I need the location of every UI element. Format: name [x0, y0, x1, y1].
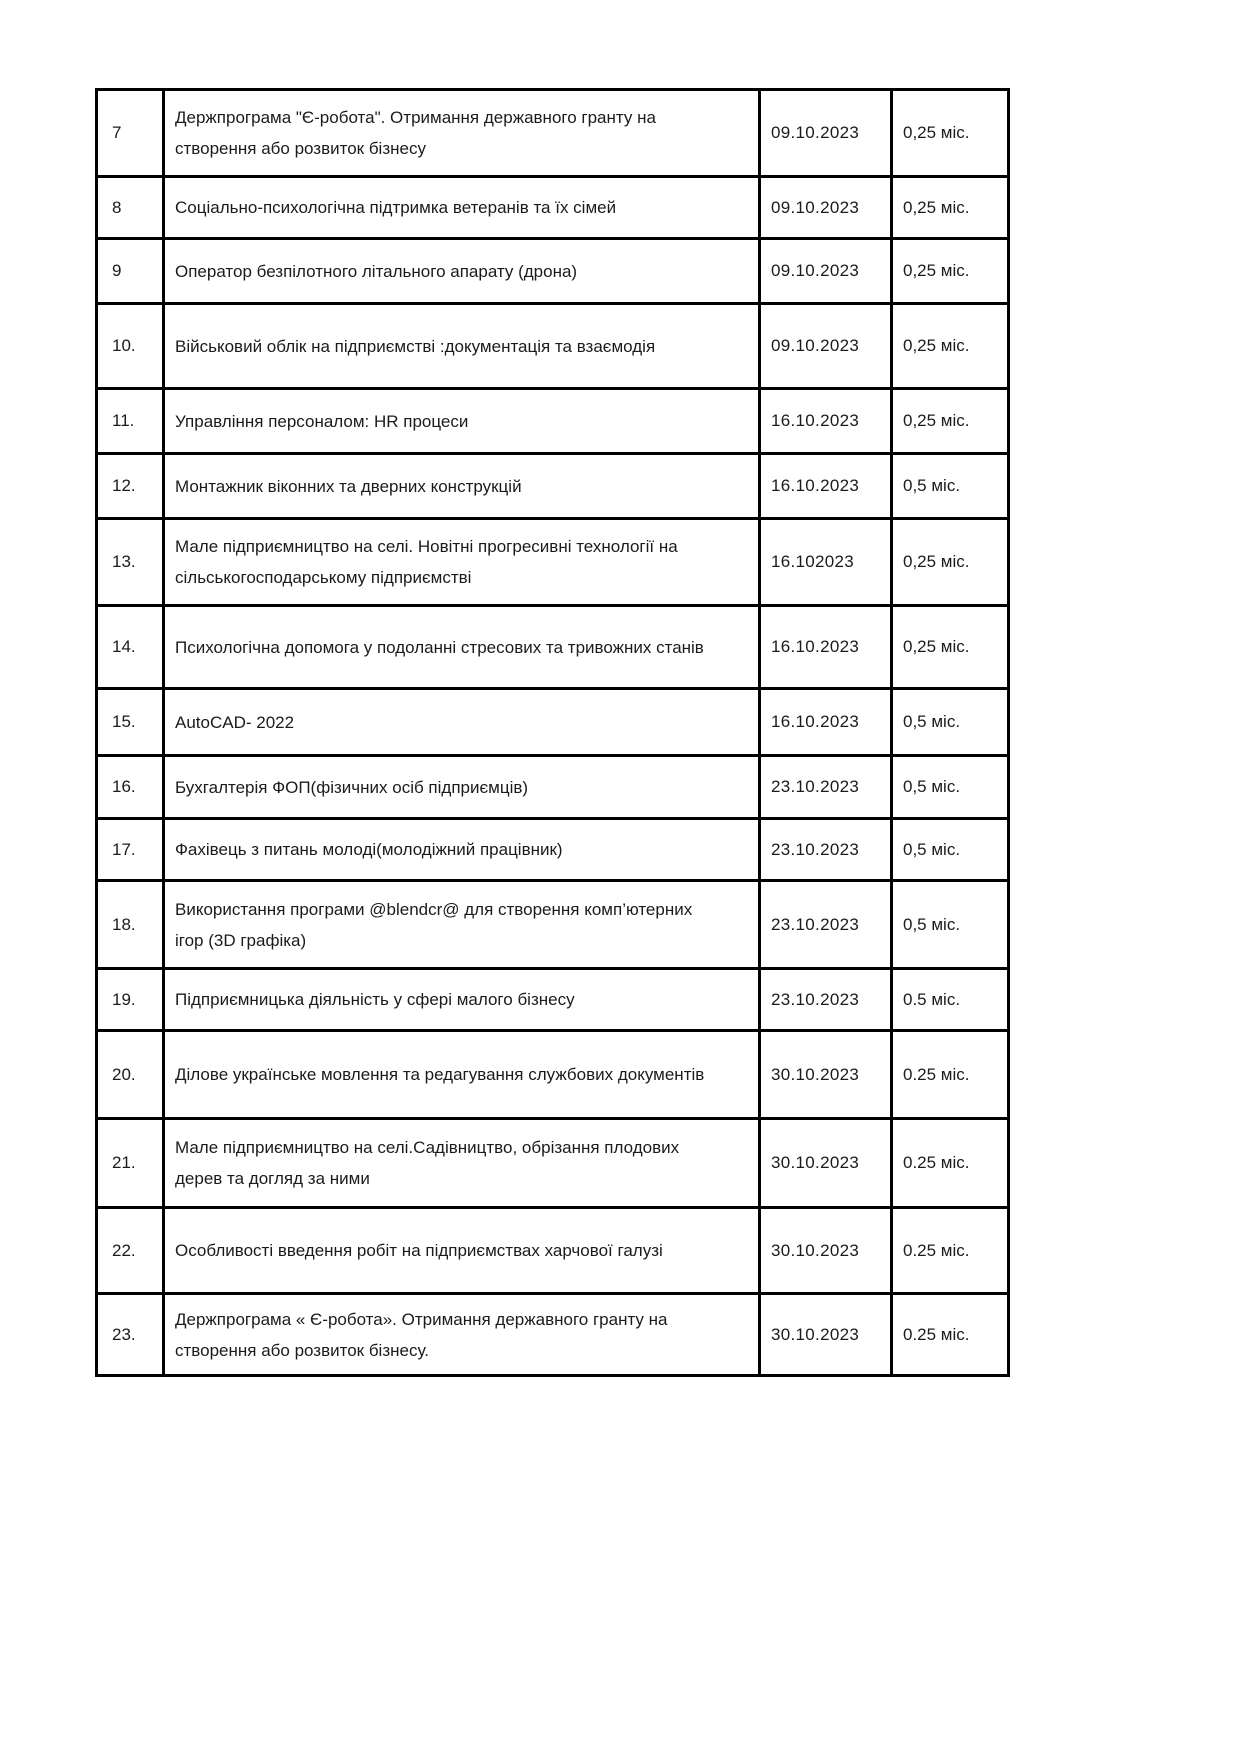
start-date-cell: 16.10.2023	[760, 389, 892, 454]
start-date-cell: 16.10.2023	[760, 454, 892, 519]
duration-cell: 0,5 міс.	[892, 819, 1009, 881]
row-number-cell: 13.	[97, 519, 164, 606]
course-name-cell: Оператор безпілотного літального апарату (дрона)	[164, 239, 760, 304]
course-name-cell: Фахівець з питань молоді(молодіжний працівник)	[164, 819, 760, 881]
start-date-cell: 23.10.2023	[760, 819, 892, 881]
duration-cell: 0.25 міс.	[892, 1031, 1009, 1119]
course-name-cell: Підприємницька діяльність у сфері малого бізнесу	[164, 969, 760, 1031]
table-row	[97, 454, 1009, 519]
table-row	[97, 756, 1009, 819]
start-date-cell: 23.10.2023	[760, 969, 892, 1031]
duration-cell: 0.25 міс.	[892, 1294, 1009, 1376]
duration-cell: 0,25 міс.	[892, 90, 1009, 177]
table-body	[97, 90, 1009, 1376]
course-name-cell: Монтажник віконних та дверних конструкцій	[164, 454, 760, 519]
course-name-cell: Мале підприємництво на селі. Новітні прогресивні технології на сільськогосподарському підприємстві	[164, 519, 760, 606]
row-number-cell: 19.	[97, 969, 164, 1031]
start-date-cell: 30.10.2023	[760, 1294, 892, 1376]
start-date-cell: 30.10.2023	[760, 1208, 892, 1294]
table-row	[97, 1208, 1009, 1294]
course-name-cell: Держпрограма « Є-робота». Отримання державного гранту на створення або розвиток бізнесу.	[164, 1294, 760, 1376]
duration-cell: 0,25 міс.	[892, 304, 1009, 389]
table-row	[97, 389, 1009, 454]
start-date-cell: 16.102023	[760, 519, 892, 606]
start-date-cell: 23.10.2023	[760, 756, 892, 819]
row-number-cell: 20.	[97, 1031, 164, 1119]
start-date-cell: 16.10.2023	[760, 606, 892, 689]
course-name-cell: Особливості введення робіт на підприємствах харчової галузі	[164, 1208, 760, 1294]
table-row	[97, 239, 1009, 304]
course-name-cell: Психологічна допомога у подоланні стресових та тривожних станів	[164, 606, 760, 689]
row-number-cell: 8	[97, 177, 164, 239]
course-name-cell: AutoCAD- 2022	[164, 689, 760, 756]
duration-cell: 0,25 міс.	[892, 177, 1009, 239]
row-number-cell: 16.	[97, 756, 164, 819]
table-row	[97, 1294, 1009, 1376]
course-name-cell: Соціально-психологічна підтримка ветеранів та їх сімей	[164, 177, 760, 239]
row-number-cell: 10.	[97, 304, 164, 389]
duration-cell: 0,5 міс.	[892, 689, 1009, 756]
duration-cell: 0.25 міс.	[892, 1208, 1009, 1294]
row-number-cell: 14.	[97, 606, 164, 689]
course-name-cell: Управління персоналом: HR процеси	[164, 389, 760, 454]
start-date-cell: 09.10.2023	[760, 304, 892, 389]
course-name-cell: Ділове українське мовлення та редагування службових документів	[164, 1031, 760, 1119]
duration-cell: 0,25 міс.	[892, 519, 1009, 606]
table-row	[97, 881, 1009, 969]
table-row	[97, 1031, 1009, 1119]
course-name-cell: Держпрограма "Є-робота". Отримання державного гранту на створення або розвиток бізнесу	[164, 90, 760, 177]
row-number-cell: 21.	[97, 1119, 164, 1208]
duration-cell: 0,25 міс.	[892, 239, 1009, 304]
course-name-cell: Військовий облік на підприємстві :документація та взаємодія	[164, 304, 760, 389]
duration-cell: 0.25 міс.	[892, 1119, 1009, 1208]
table-row	[97, 606, 1009, 689]
course-name-cell: Використання програми @blendcr@ для створення комп’ютерних ігор (3D графіка)	[164, 881, 760, 969]
table-row	[97, 1119, 1009, 1208]
table-row	[97, 519, 1009, 606]
table-row	[97, 819, 1009, 881]
row-number-cell: 18.	[97, 881, 164, 969]
course-name-cell: Мале підприємництво на селі.Садівництво, обрізання плодових дерев та догляд за ними	[164, 1119, 760, 1208]
courses-table	[95, 88, 1010, 1377]
row-number-cell: 7	[97, 90, 164, 177]
duration-cell: 0,5 міс.	[892, 881, 1009, 969]
duration-cell: 0.5 міс.	[892, 969, 1009, 1031]
table-row	[97, 689, 1009, 756]
row-number-cell: 12.	[97, 454, 164, 519]
table-row	[97, 177, 1009, 239]
start-date-cell: 30.10.2023	[760, 1031, 892, 1119]
start-date-cell: 09.10.2023	[760, 90, 892, 177]
start-date-cell: 30.10.2023	[760, 1119, 892, 1208]
start-date-cell: 23.10.2023	[760, 881, 892, 969]
table-row	[97, 304, 1009, 389]
row-number-cell: 23.	[97, 1294, 164, 1376]
table-row	[97, 90, 1009, 177]
row-number-cell: 22.	[97, 1208, 164, 1294]
duration-cell: 0,25 міс.	[892, 389, 1009, 454]
row-number-cell: 17.	[97, 819, 164, 881]
duration-cell: 0,5 міс.	[892, 756, 1009, 819]
duration-cell: 0,25 міс.	[892, 606, 1009, 689]
row-number-cell: 15.	[97, 689, 164, 756]
table-row	[97, 969, 1009, 1031]
start-date-cell: 09.10.2023	[760, 239, 892, 304]
start-date-cell: 09.10.2023	[760, 177, 892, 239]
row-number-cell: 9	[97, 239, 164, 304]
row-number-cell: 11.	[97, 389, 164, 454]
start-date-cell: 16.10.2023	[760, 689, 892, 756]
course-name-cell: Бухгалтерія ФОП(фізичних осіб підприємців)	[164, 756, 760, 819]
duration-cell: 0,5 міс.	[892, 454, 1009, 519]
